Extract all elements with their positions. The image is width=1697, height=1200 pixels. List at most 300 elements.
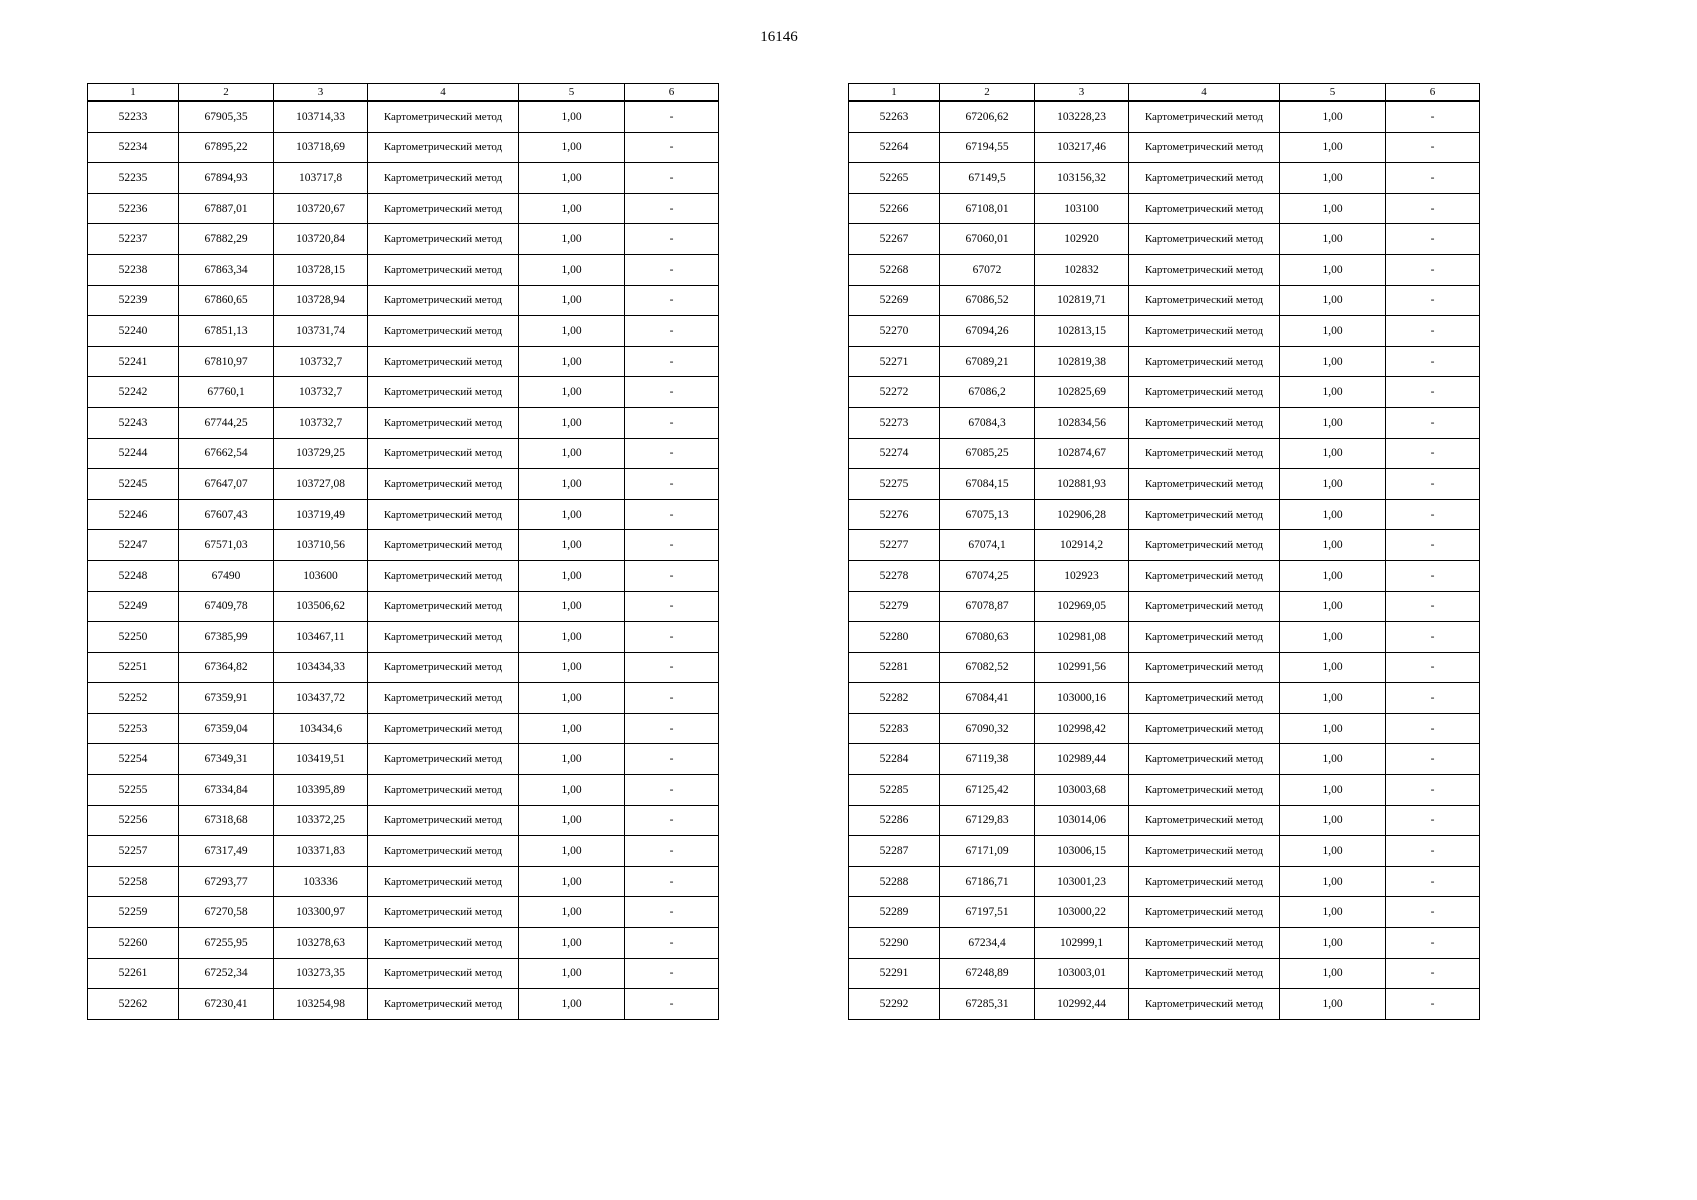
accuracy-cell: 1,00 [519,499,625,530]
method-cell: Картометрический метод [1129,775,1280,806]
x-coordinate-cell: 67074,1 [940,530,1035,561]
description-cell: - [1386,560,1480,591]
x-coordinate-cell: 67293,77 [179,866,274,897]
point-number-cell: 52259 [88,897,179,928]
table-row [849,101,1480,132]
point-number-cell: 52255 [88,775,179,806]
x-coordinate-cell: 67895,22 [179,132,274,163]
accuracy-cell: 1,00 [1280,836,1386,867]
x-coordinate-cell: 67810,97 [179,346,274,377]
accuracy-cell: 1,00 [1280,346,1386,377]
column-header: 4 [368,84,519,102]
method-cell: Картометрический метод [368,683,519,714]
y-coordinate-cell: 103217,46 [1035,132,1129,163]
y-coordinate-cell: 103014,06 [1035,805,1129,836]
column-header: 1 [849,84,940,102]
x-coordinate-cell: 67086,2 [940,377,1035,408]
accuracy-cell: 1,00 [519,713,625,744]
y-coordinate-cell: 103437,72 [274,683,368,714]
table-row [88,560,719,591]
x-coordinate-cell: 67317,49 [179,836,274,867]
point-number-cell: 52247 [88,530,179,561]
y-coordinate-cell: 103156,32 [1035,163,1129,194]
description-cell: - [1386,897,1480,928]
table-row [849,928,1480,959]
point-number-cell: 52269 [849,285,940,316]
method-cell: Картометрический метод [368,958,519,989]
table-row [849,591,1480,622]
point-number-cell: 52261 [88,958,179,989]
y-coordinate-cell: 102914,2 [1035,530,1129,561]
method-cell: Картометрический метод [368,101,519,132]
method-cell: Картометрический метод [1129,560,1280,591]
point-number-cell: 52289 [849,897,940,928]
table-row [88,805,719,836]
description-cell: - [625,316,719,347]
description-cell: - [1386,775,1480,806]
accuracy-cell: 1,00 [1280,101,1386,132]
y-coordinate-cell: 103728,94 [274,285,368,316]
method-cell: Картометрический метод [1129,193,1280,224]
y-coordinate-cell: 103710,56 [274,530,368,561]
y-coordinate-cell: 102874,67 [1035,438,1129,469]
y-coordinate-cell: 103727,08 [274,469,368,500]
point-number-cell: 52254 [88,744,179,775]
accuracy-cell: 1,00 [519,744,625,775]
table-row [849,193,1480,224]
table-row [849,775,1480,806]
method-cell: Картометрический метод [368,928,519,959]
accuracy-cell: 1,00 [519,652,625,683]
table-row [849,438,1480,469]
method-cell: Картометрический метод [368,254,519,285]
y-coordinate-cell: 103336 [274,866,368,897]
accuracy-cell: 1,00 [519,316,625,347]
y-coordinate-cell: 103254,98 [274,989,368,1020]
description-cell: - [1386,254,1480,285]
point-number-cell: 52265 [849,163,940,194]
method-cell: Картометрический метод [1129,622,1280,653]
method-cell: Картометрический метод [368,224,519,255]
column-header: 3 [1035,84,1129,102]
y-coordinate-cell: 103273,35 [274,958,368,989]
method-cell: Картометрический метод [1129,805,1280,836]
accuracy-cell: 1,00 [519,775,625,806]
y-coordinate-cell: 102819,71 [1035,285,1129,316]
accuracy-cell: 1,00 [519,958,625,989]
accuracy-cell: 1,00 [519,224,625,255]
y-coordinate-cell: 102834,56 [1035,407,1129,438]
y-coordinate-cell: 103003,68 [1035,775,1129,806]
x-coordinate-cell: 67206,62 [940,101,1035,132]
x-coordinate-cell: 67084,41 [940,683,1035,714]
page-number: 16146 [760,29,798,45]
description-cell: - [625,683,719,714]
method-cell: Картометрический метод [368,622,519,653]
point-number-cell: 52281 [849,652,940,683]
table-row [849,958,1480,989]
point-number-cell: 52257 [88,836,179,867]
y-coordinate-cell: 103395,89 [274,775,368,806]
accuracy-cell: 1,00 [519,193,625,224]
description-cell: - [1386,622,1480,653]
description-cell: - [625,193,719,224]
method-cell: Картометрический метод [1129,285,1280,316]
method-cell: Картометрический метод [368,591,519,622]
table-row [849,254,1480,285]
accuracy-cell: 1,00 [1280,683,1386,714]
point-number-cell: 52271 [849,346,940,377]
accuracy-cell: 1,00 [1280,805,1386,836]
description-cell: - [1386,438,1480,469]
accuracy-cell: 1,00 [1280,316,1386,347]
method-cell: Картометрический метод [1129,591,1280,622]
accuracy-cell: 1,00 [519,254,625,285]
point-number-cell: 52242 [88,377,179,408]
x-coordinate-cell: 67860,65 [179,285,274,316]
table-row [88,897,719,928]
description-cell: - [625,224,719,255]
point-number-cell: 52252 [88,683,179,714]
y-coordinate-cell: 103714,33 [274,101,368,132]
table-row [88,254,719,285]
accuracy-cell: 1,00 [519,897,625,928]
point-number-cell: 52244 [88,438,179,469]
method-cell: Картометрический метод [368,805,519,836]
accuracy-cell: 1,00 [519,163,625,194]
point-number-cell: 52246 [88,499,179,530]
point-number-cell: 52276 [849,499,940,530]
table-row [88,530,719,561]
accuracy-cell: 1,00 [519,438,625,469]
method-cell: Картометрический метод [368,469,519,500]
table-row [88,775,719,806]
table-row [849,744,1480,775]
method-cell: Картометрический метод [368,316,519,347]
accuracy-cell: 1,00 [1280,928,1386,959]
description-cell: - [625,805,719,836]
table-row [849,713,1480,744]
method-cell: Картометрический метод [1129,132,1280,163]
column-header: 6 [1386,84,1480,102]
description-cell: - [625,101,719,132]
method-cell: Картометрический метод [368,132,519,163]
table-row [849,683,1480,714]
description-cell: - [625,530,719,561]
table-row [849,560,1480,591]
accuracy-cell: 1,00 [519,346,625,377]
y-coordinate-cell: 102969,05 [1035,591,1129,622]
method-cell: Картометрический метод [368,897,519,928]
y-coordinate-cell: 103732,7 [274,346,368,377]
description-cell: - [1386,285,1480,316]
table-row [849,316,1480,347]
description-cell: - [1386,591,1480,622]
table-row [88,499,719,530]
y-coordinate-cell: 102906,28 [1035,499,1129,530]
y-coordinate-cell: 103720,67 [274,193,368,224]
point-number-cell: 52249 [88,591,179,622]
method-cell: Картометрический метод [1129,316,1280,347]
description-cell: - [1386,101,1480,132]
description-cell: - [625,652,719,683]
x-coordinate-cell: 67072 [940,254,1035,285]
method-cell: Картометрический метод [368,163,519,194]
x-coordinate-cell: 67490 [179,560,274,591]
x-coordinate-cell: 67887,01 [179,193,274,224]
point-number-cell: 52286 [849,805,940,836]
y-coordinate-cell: 103000,22 [1035,897,1129,928]
point-number-cell: 52260 [88,928,179,959]
method-cell: Картометрический метод [368,713,519,744]
coordinates-table-right [848,83,1480,1020]
accuracy-cell: 1,00 [519,132,625,163]
accuracy-cell: 1,00 [519,560,625,591]
accuracy-cell: 1,00 [519,989,625,1020]
point-number-cell: 52272 [849,377,940,408]
accuracy-cell: 1,00 [519,928,625,959]
table-row [849,805,1480,836]
description-cell: - [1386,928,1480,959]
accuracy-cell: 1,00 [519,683,625,714]
method-cell: Картометрический метод [368,530,519,561]
y-coordinate-cell: 102813,15 [1035,316,1129,347]
method-cell: Картометрический метод [1129,713,1280,744]
method-cell: Картометрический метод [368,346,519,377]
description-cell: - [625,836,719,867]
y-coordinate-cell: 103278,63 [274,928,368,959]
method-cell: Картометрический метод [1129,897,1280,928]
accuracy-cell: 1,00 [519,836,625,867]
accuracy-cell: 1,00 [1280,713,1386,744]
description-cell: - [1386,346,1480,377]
description-cell: - [625,897,719,928]
description-cell: - [1386,652,1480,683]
table-row [849,836,1480,867]
table-row [849,866,1480,897]
x-coordinate-cell: 67385,99 [179,622,274,653]
method-cell: Картометрический метод [368,193,519,224]
point-number-cell: 52245 [88,469,179,500]
x-coordinate-cell: 67060,01 [940,224,1035,255]
x-coordinate-cell: 67084,15 [940,469,1035,500]
accuracy-cell: 1,00 [1280,530,1386,561]
accuracy-cell: 1,00 [1280,622,1386,653]
description-cell: - [1386,744,1480,775]
description-cell: - [1386,499,1480,530]
column-header: 6 [625,84,719,102]
table-row [849,377,1480,408]
y-coordinate-cell: 102991,56 [1035,652,1129,683]
description-cell: - [625,407,719,438]
description-cell: - [1386,407,1480,438]
table-row [88,866,719,897]
point-number-cell: 52262 [88,989,179,1020]
point-number-cell: 52278 [849,560,940,591]
point-number-cell: 52275 [849,469,940,500]
point-number-cell: 52238 [88,254,179,285]
table-row [849,469,1480,500]
description-cell: - [625,132,719,163]
point-number-cell: 52279 [849,591,940,622]
table-row [88,928,719,959]
description-cell: - [1386,530,1480,561]
x-coordinate-cell: 67744,25 [179,407,274,438]
y-coordinate-cell: 102819,38 [1035,346,1129,377]
description-cell: - [625,958,719,989]
accuracy-cell: 1,00 [519,622,625,653]
y-coordinate-cell: 103728,15 [274,254,368,285]
y-coordinate-cell: 103000,16 [1035,683,1129,714]
y-coordinate-cell: 103372,25 [274,805,368,836]
description-cell: - [1386,224,1480,255]
accuracy-cell: 1,00 [1280,254,1386,285]
x-coordinate-cell: 67248,89 [940,958,1035,989]
accuracy-cell: 1,00 [1280,775,1386,806]
accuracy-cell: 1,00 [1280,193,1386,224]
description-cell: - [625,866,719,897]
x-coordinate-cell: 67285,31 [940,989,1035,1020]
y-coordinate-cell: 102920 [1035,224,1129,255]
table-header-row [849,84,1480,102]
x-coordinate-cell: 67270,58 [179,897,274,928]
method-cell: Картометрический метод [368,560,519,591]
method-cell: Картометрический метод [1129,469,1280,500]
description-cell: - [1386,132,1480,163]
accuracy-cell: 1,00 [1280,591,1386,622]
point-number-cell: 52243 [88,407,179,438]
table-row [849,224,1480,255]
x-coordinate-cell: 67080,63 [940,622,1035,653]
y-coordinate-cell: 102825,69 [1035,377,1129,408]
x-coordinate-cell: 67882,29 [179,224,274,255]
description-cell: - [1386,713,1480,744]
point-number-cell: 52284 [849,744,940,775]
y-coordinate-cell: 103719,49 [274,499,368,530]
x-coordinate-cell: 67149,5 [940,163,1035,194]
table-row [88,193,719,224]
x-coordinate-cell: 67194,55 [940,132,1035,163]
table-row [849,622,1480,653]
description-cell: - [625,469,719,500]
x-coordinate-cell: 67074,25 [940,560,1035,591]
column-header: 4 [1129,84,1280,102]
description-cell: - [625,377,719,408]
point-number-cell: 52263 [849,101,940,132]
table-row [88,713,719,744]
x-coordinate-cell: 67863,34 [179,254,274,285]
accuracy-cell: 1,00 [519,101,625,132]
y-coordinate-cell: 102989,44 [1035,744,1129,775]
y-coordinate-cell: 103434,6 [274,713,368,744]
y-coordinate-cell: 103419,51 [274,744,368,775]
accuracy-cell: 1,00 [1280,407,1386,438]
x-coordinate-cell: 67075,13 [940,499,1035,530]
method-cell: Картометрический метод [368,836,519,867]
table-row [88,132,719,163]
table-row [88,101,719,132]
x-coordinate-cell: 67090,32 [940,713,1035,744]
method-cell: Картометрический метод [1129,224,1280,255]
method-cell: Картометрический метод [1129,346,1280,377]
point-number-cell: 52290 [849,928,940,959]
column-header: 5 [519,84,625,102]
y-coordinate-cell: 103371,83 [274,836,368,867]
method-cell: Картометрический метод [1129,499,1280,530]
table-row [849,499,1480,530]
x-coordinate-cell: 67662,54 [179,438,274,469]
point-number-cell: 52233 [88,101,179,132]
point-number-cell: 52282 [849,683,940,714]
y-coordinate-cell: 103300,97 [274,897,368,928]
description-cell: - [625,928,719,959]
x-coordinate-cell: 67089,21 [940,346,1035,377]
description-cell: - [625,989,719,1020]
x-coordinate-cell: 67234,4 [940,928,1035,959]
table-row [849,163,1480,194]
y-coordinate-cell: 103506,62 [274,591,368,622]
point-number-cell: 52287 [849,836,940,867]
accuracy-cell: 1,00 [1280,499,1386,530]
description-cell: - [625,254,719,285]
table-row [849,897,1480,928]
accuracy-cell: 1,00 [519,805,625,836]
point-number-cell: 52253 [88,713,179,744]
table-row [88,652,719,683]
x-coordinate-cell: 67186,71 [940,866,1035,897]
accuracy-cell: 1,00 [1280,866,1386,897]
column-header: 5 [1280,84,1386,102]
point-number-cell: 52268 [849,254,940,285]
y-coordinate-cell: 103600 [274,560,368,591]
description-cell: - [1386,836,1480,867]
x-coordinate-cell: 67905,35 [179,101,274,132]
x-coordinate-cell: 67607,43 [179,499,274,530]
point-number-cell: 52258 [88,866,179,897]
accuracy-cell: 1,00 [519,591,625,622]
column-header: 2 [179,84,274,102]
x-coordinate-cell: 67409,78 [179,591,274,622]
x-coordinate-cell: 67125,42 [940,775,1035,806]
accuracy-cell: 1,00 [1280,438,1386,469]
table-row [88,407,719,438]
method-cell: Картометрический метод [368,744,519,775]
table-row [849,530,1480,561]
method-cell: Картометрический метод [1129,928,1280,959]
method-cell: Картометрический метод [1129,958,1280,989]
method-cell: Картометрический метод [1129,438,1280,469]
y-coordinate-cell: 103729,25 [274,438,368,469]
column-header: 3 [274,84,368,102]
y-coordinate-cell: 103731,74 [274,316,368,347]
point-number-cell: 52274 [849,438,940,469]
coordinates-table-left [87,83,719,1020]
point-number-cell: 52241 [88,346,179,377]
y-coordinate-cell: 103003,01 [1035,958,1129,989]
point-number-cell: 52237 [88,224,179,255]
y-coordinate-cell: 103732,7 [274,377,368,408]
point-number-cell: 52250 [88,622,179,653]
x-coordinate-cell: 67647,07 [179,469,274,500]
x-coordinate-cell: 67197,51 [940,897,1035,928]
description-cell: - [1386,989,1480,1020]
y-coordinate-cell: 103718,69 [274,132,368,163]
table-row [88,469,719,500]
description-cell: - [1386,958,1480,989]
table-row [849,407,1480,438]
table-row [88,836,719,867]
point-number-cell: 52248 [88,560,179,591]
